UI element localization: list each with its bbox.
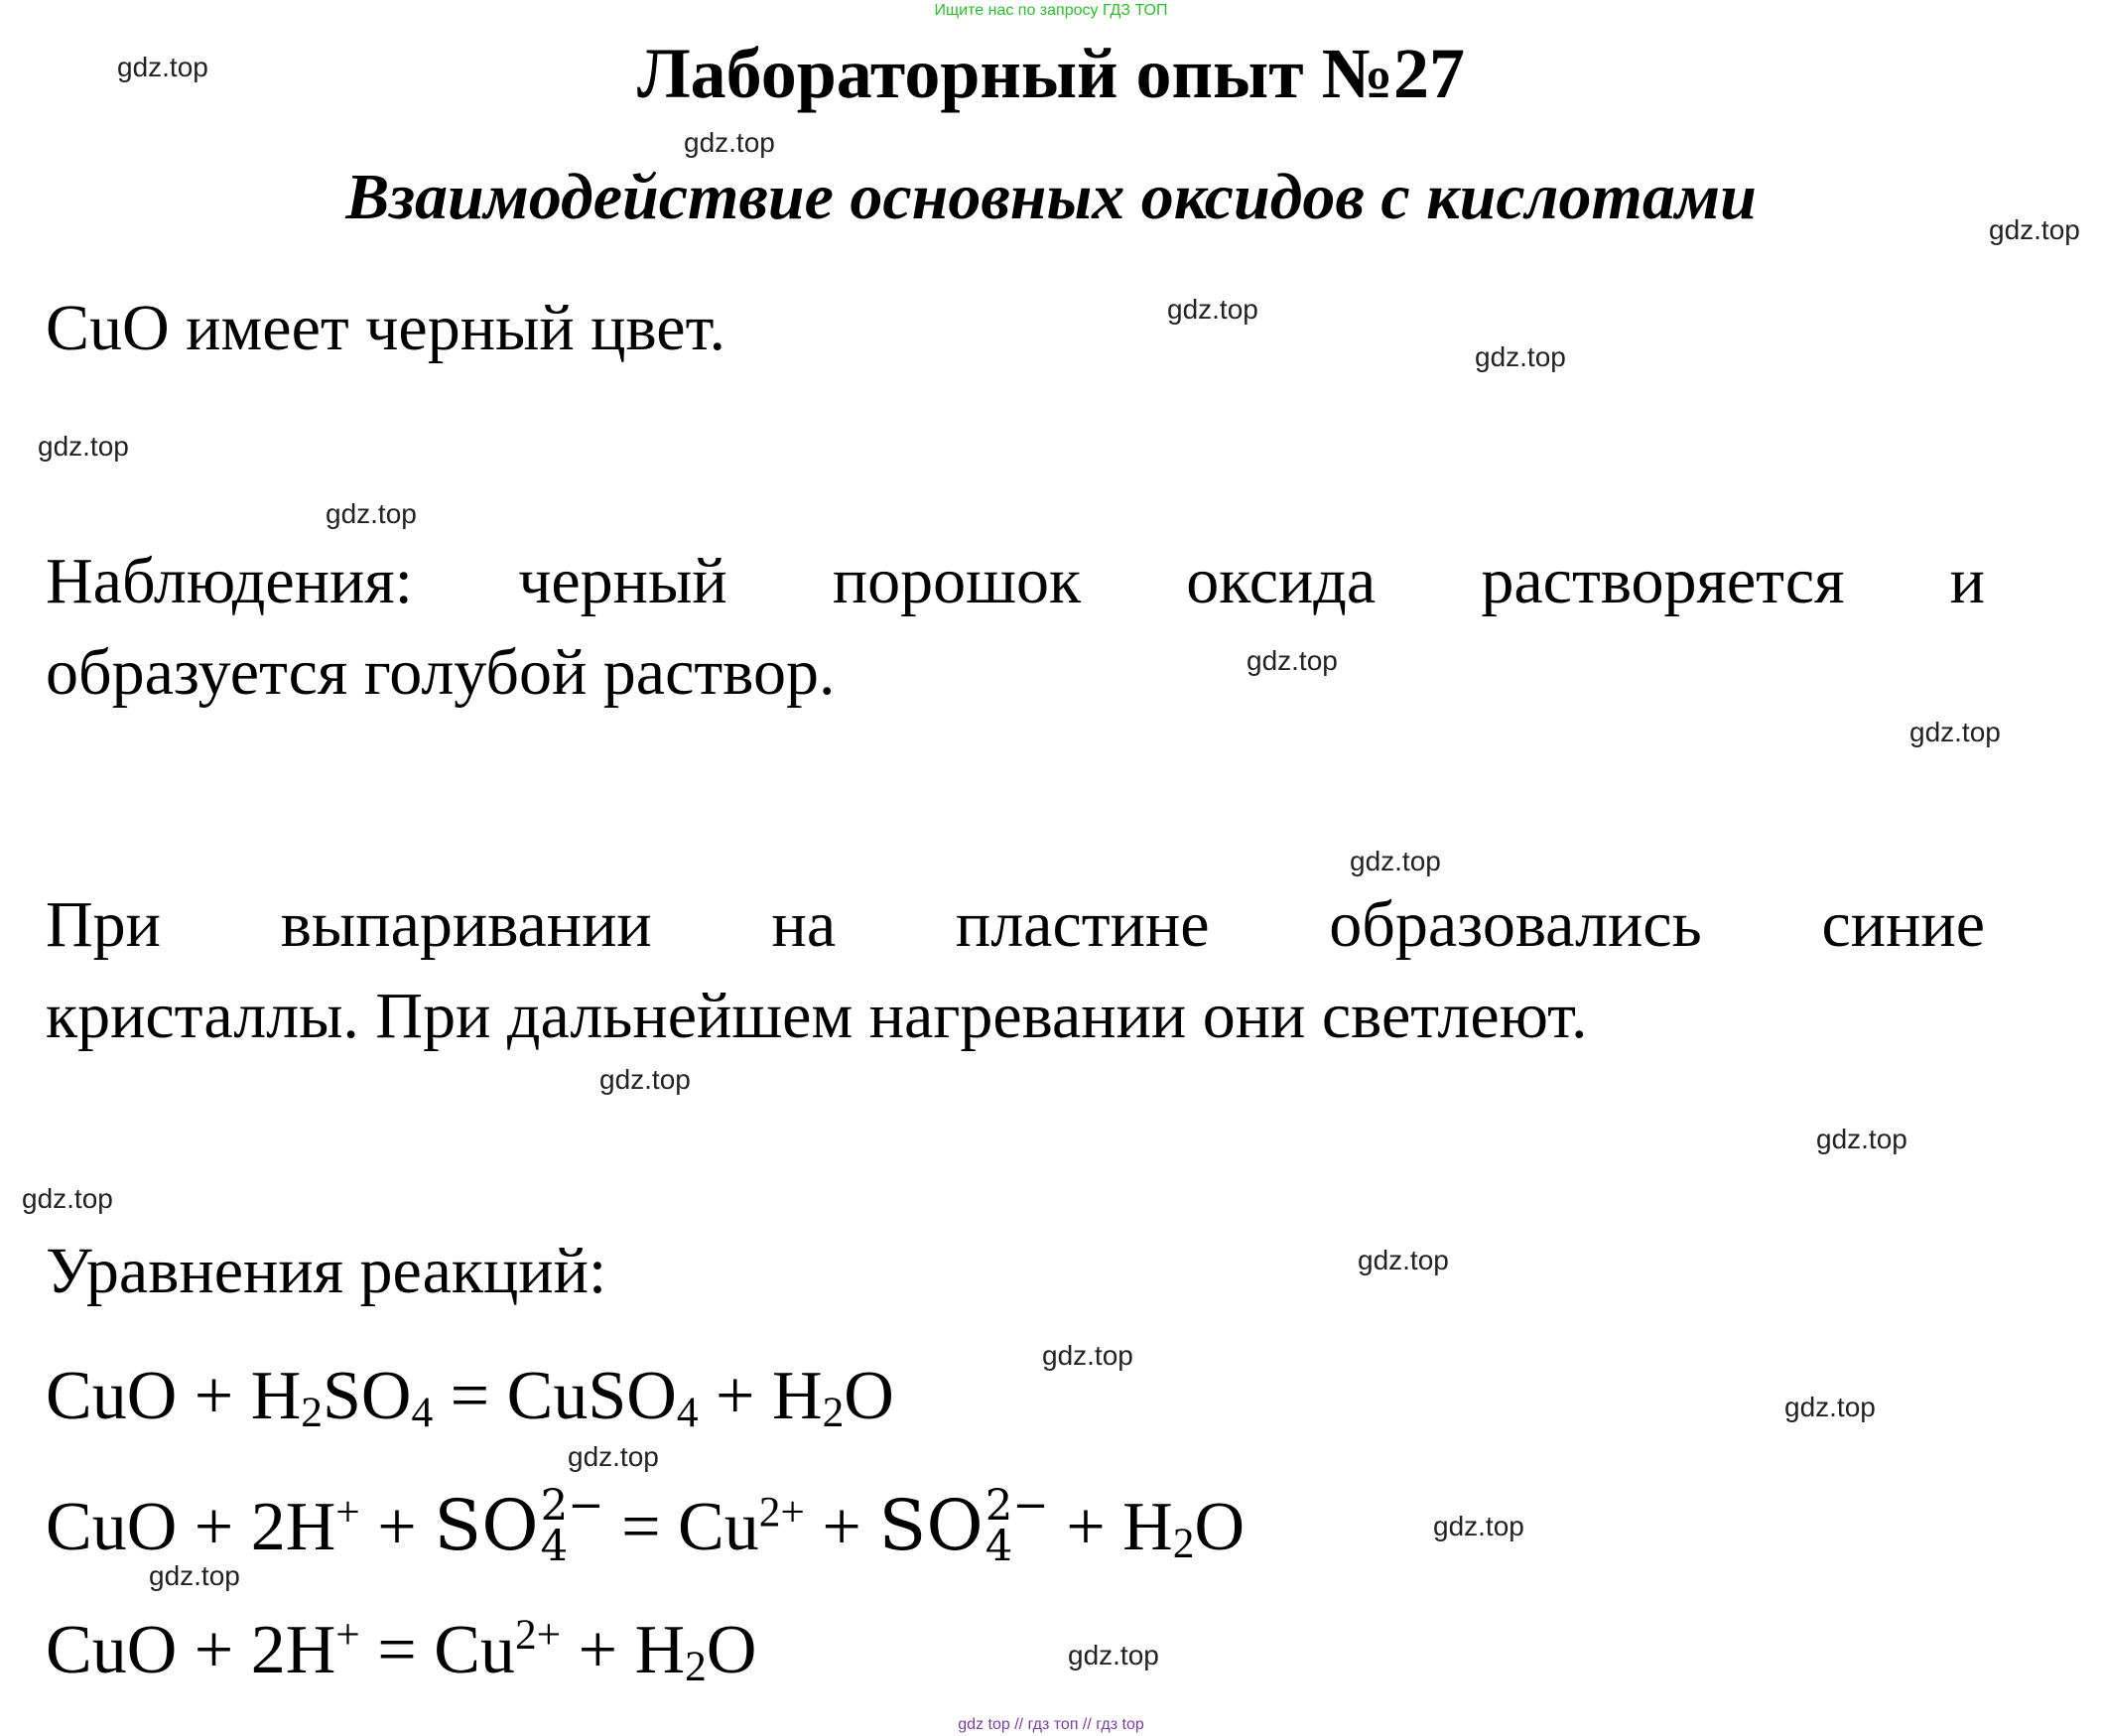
- watermark: gdz.top: [1247, 645, 1338, 676]
- watermark: gdz.top: [1475, 341, 1566, 372]
- watermark: gdz.top: [117, 52, 208, 82]
- watermark: gdz.top: [1816, 1124, 1907, 1154]
- watermark: gdz.top: [1989, 214, 2080, 245]
- watermark: gdz.top: [1042, 1340, 1133, 1371]
- observation-line-1: Наблюдения: черный порошок оксида растворяется и: [46, 545, 1985, 617]
- watermark: gdz.top: [1909, 717, 2001, 747]
- equations-heading: Уравнения реакций:: [46, 1235, 607, 1307]
- top-banner: Ищите нас по запросу ГДЗ ТОП: [934, 2, 1168, 19]
- watermark: gdz.top: [1433, 1511, 1524, 1541]
- page-title: Лабораторный опыт №27: [637, 34, 1465, 113]
- watermark: gdz.top: [568, 1441, 659, 1472]
- color-statement: CuO имеет черный цвет.: [46, 292, 725, 364]
- evaporation-line-2: кристаллы. При дальнейшем нагревании они светлеют.: [46, 980, 1588, 1052]
- sulfate-ion: SO 2− 4: [878, 1480, 1049, 1572]
- sulfate-ion: SO 2− 4: [434, 1480, 604, 1572]
- evaporation-paragraph: [46, 879, 1985, 1062]
- watermark: gdz.top: [599, 1064, 691, 1095]
- watermark: gdz.top: [1167, 294, 1258, 325]
- evaporation-line-1: При выпаривании на пластине образовались синие: [46, 888, 1985, 961]
- watermark: gdz.top: [684, 127, 775, 158]
- observation-paragraph: [46, 536, 1985, 719]
- watermark: gdz.top: [1784, 1392, 1876, 1422]
- watermark: gdz.top: [1358, 1245, 1449, 1275]
- watermark: gdz.top: [149, 1560, 240, 1591]
- watermark: gdz.top: [22, 1183, 113, 1214]
- equation-short-ionic: CuO + $2H^+ = Cu^{2+} + H_2O$: [46, 1611, 757, 1690]
- watermark: gdz.top: [326, 498, 417, 529]
- watermark: gdz.top: [1068, 1640, 1159, 1670]
- observation-line-2: образуется голубой раствор.: [46, 636, 836, 709]
- watermark: gdz.top: [38, 431, 129, 462]
- page-subtitle: Взаимодействие основных оксидов с кислотами: [345, 161, 1757, 233]
- bottom-banner: gdz top // гдз топ // гдз top: [958, 1716, 1144, 1733]
- equation-molecular: CuO + $H_2SO_4$ = CuSO$_4$ + $H_2O$: [46, 1358, 894, 1436]
- watermark: gdz.top: [1350, 846, 1441, 876]
- equation-full-ionic: CuO + 2H+ + SO 2− 4 = $Cu^{2+}$ + SO 2− 4 + $H_2O$: [46, 1480, 1245, 1572]
